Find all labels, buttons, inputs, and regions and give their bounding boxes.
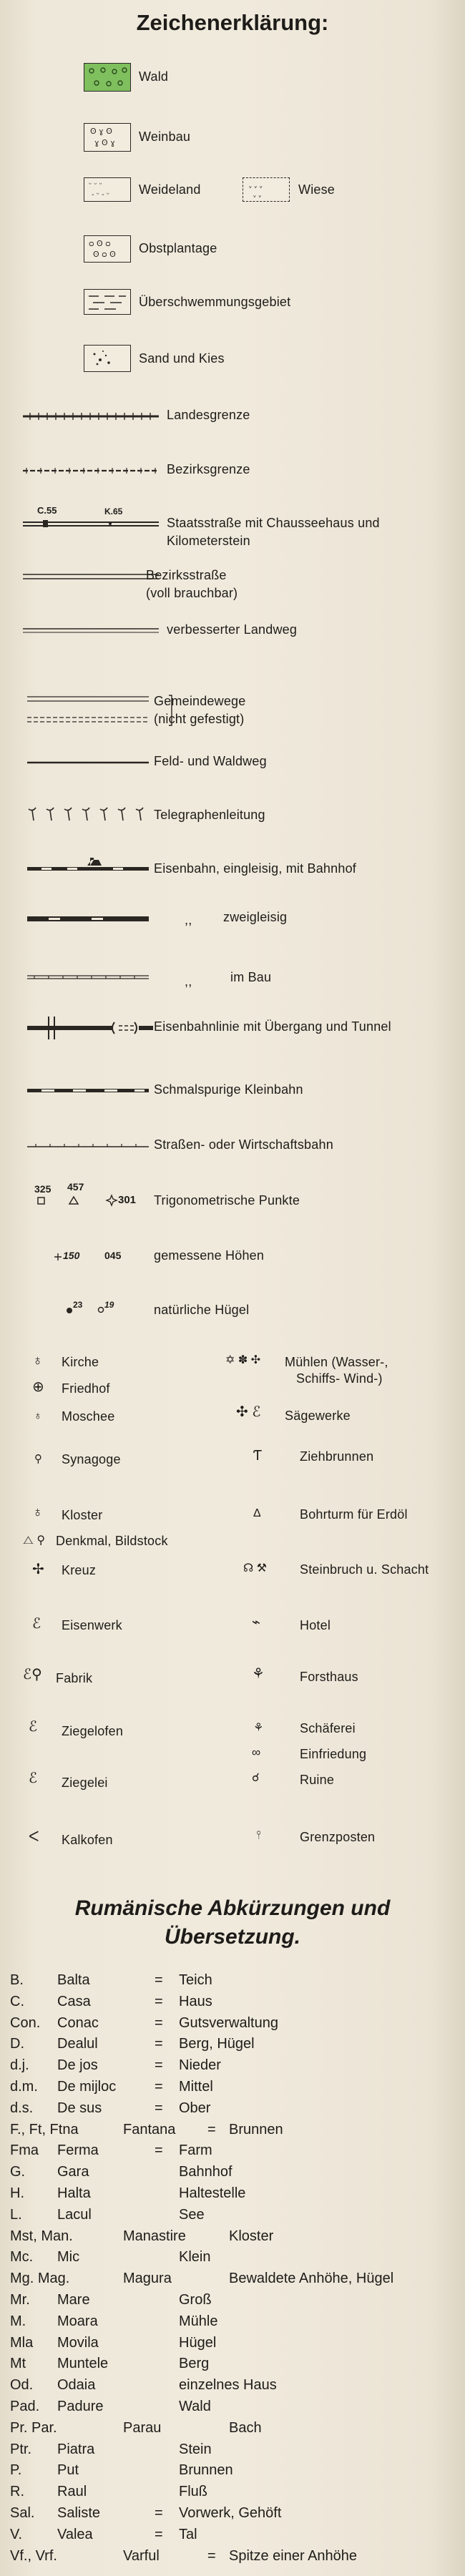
abbreviation-translation: Tal <box>179 2527 197 2542</box>
ziegelei-icon: ℰ <box>29 1771 38 1786</box>
landesgrenze-line-icon <box>23 411 159 421</box>
legend-huegel-label: natürliche Hügel <box>154 1303 250 1317</box>
fabrik-icon: ℰ⚲ <box>23 1667 42 1683</box>
svg-text:ᵥ ᵥ: ᵥ ᵥ <box>253 192 262 200</box>
abbreviation-romanian: Padure <box>57 2399 104 2414</box>
abbreviation-romanian: Casa <box>57 1994 91 2009</box>
abbreviation-translation: Gutsverwaltung <box>179 2015 278 2031</box>
legend-trig-label: Trigonometrische Punkte <box>154 1193 300 1208</box>
abbreviation-translation: Kloster <box>229 2228 274 2244</box>
legend-eisenbahn-zweigleisig-label: zweigleisig <box>223 910 288 924</box>
abbreviation-code: B. <box>10 1972 24 1988</box>
legend-gemeindewege-label-1: Gemeindewege <box>154 694 246 708</box>
abbreviation-romanian: Conac <box>57 2015 99 2031</box>
abbreviation-translation: einzelnes Haus <box>179 2377 277 2393</box>
telegraph-line-icon <box>27 806 149 822</box>
huegel-dot-icon <box>66 1307 73 1314</box>
svg-text:ʘ ᴑ ʘ: ʘ ᴑ ʘ <box>93 250 116 259</box>
huegel-open-icon <box>97 1306 104 1313</box>
abbreviation-equals: = <box>155 2505 163 2521</box>
symbol-schaeferei-label: Schäferei <box>300 1721 356 1735</box>
legend-weinbau-label: Weinbau <box>139 129 191 144</box>
abbreviation-code: F., Ft, Ftna <box>10 2122 79 2137</box>
abbreviation-code: G. <box>10 2164 26 2180</box>
legend-bezirksstrasse-label-1: Bezirksstraße <box>146 568 227 582</box>
staatsstrasse-kilometerstein-mark: K.65 <box>104 506 123 516</box>
symbol-eisenwerk-label: Eisenwerk <box>62 1618 122 1632</box>
abbreviation-romanian: Movila <box>57 2335 99 2351</box>
abbreviation-romanian: Lacul <box>57 2207 92 2223</box>
legend-staatsstrasse-label-2: Kilometerstein <box>167 534 250 548</box>
legend-wirtschaftsbahn-label: Straßen- oder Wirtschaftsbahn <box>154 1137 333 1152</box>
abbreviation-translation: Brunnen <box>229 2122 283 2137</box>
eisenbahn-eingleisig-line-icon <box>27 856 149 874</box>
hoehe-cross-icon <box>54 1253 62 1260</box>
abbreviation-translation: Mittel <box>179 2079 213 2095</box>
moschee-icon: ♁ <box>34 1410 42 1422</box>
symbol-moschee-label: Moschee <box>62 1409 115 1424</box>
bezirksstrasse-line-icon <box>23 572 159 581</box>
symbol-kreuz-label: Kreuz <box>62 1563 97 1577</box>
abbreviation-romanian: Muntele <box>57 2356 109 2371</box>
legend-hoehen-label: gemessene Höhen <box>154 1248 265 1263</box>
symbol-fabrik-label: Fabrik <box>56 1671 93 1685</box>
abbreviation-romanian: Parau <box>123 2420 162 2436</box>
abbreviation-translation: Farm <box>179 2142 212 2158</box>
abbreviation-equals: = <box>155 2100 163 2116</box>
abbreviation-romanian: Mic <box>57 2249 80 2265</box>
abbreviation-translation: Wald <box>179 2399 211 2414</box>
abbreviation-code: V. <box>10 2527 23 2542</box>
symbol-einfriedung-label: Einfriedung <box>300 1747 367 1761</box>
abbreviations-title-line-2: Übersetzung. <box>164 1925 301 1949</box>
abbreviation-translation: Fluß <box>179 2484 207 2499</box>
abbreviation-romanian: Mare <box>57 2292 90 2308</box>
abbreviation-translation: Spitze einer Anhöhe <box>229 2548 358 2564</box>
abbreviation-code: Od. <box>10 2377 34 2393</box>
landweg-line-icon <box>23 627 159 635</box>
abbreviation-romanian: Ferma <box>57 2142 99 2158</box>
bohrturm-icon: Δ <box>253 1507 261 1519</box>
staatsstrasse-chausseehaus-mark: C.55 <box>37 505 57 516</box>
abbreviation-equals: = <box>155 2036 163 2052</box>
abbreviation-romanian: Dealul <box>57 2036 98 2052</box>
trig-square-icon <box>37 1197 46 1205</box>
abbreviation-code: Mg. Mag. <box>10 2271 70 2286</box>
legend-weideland-label: Weideland <box>139 182 201 197</box>
abbreviation-equals: = <box>155 2527 163 2542</box>
legend-landesgrenze-label: Landesgrenze <box>167 408 250 422</box>
abbreviation-romanian: Gara <box>57 2164 89 2180</box>
kreuz-icon: ✢ <box>32 1562 44 1577</box>
abbreviation-translation: Berg <box>179 2356 210 2371</box>
abbreviation-code: Vf., Vrf. <box>10 2548 57 2564</box>
abbreviation-code: Con. <box>10 2015 41 2031</box>
symbol-muehlen-label-1: Mühlen (Wasser-, <box>285 1355 388 1369</box>
kirche-icon: ♁ <box>32 1353 43 1368</box>
abbreviations-title-line-1: Rumänische Abkürzungen und <box>74 1896 391 1920</box>
abbreviation-romanian: Fantana <box>123 2122 176 2137</box>
synagoge-icon: ⚲ <box>34 1453 42 1465</box>
abbreviation-translation: Mühle <box>179 2313 218 2329</box>
abbreviation-romanian: De jos <box>57 2057 98 2073</box>
abbreviation-equals: = <box>155 2079 163 2095</box>
abbreviation-translation: Ober <box>179 2100 211 2116</box>
abbreviation-code: H. <box>10 2185 24 2201</box>
symbol-bohrturm-label: Bohrturm für Erdöl <box>300 1507 408 1522</box>
symbol-kloster-label: Kloster <box>62 1508 103 1522</box>
svg-text:ɣ ʘ ɣ: ɣ ʘ ɣ <box>94 138 115 147</box>
abbreviation-romanian: Moara <box>57 2313 98 2329</box>
wirtschaftsbahn-line-icon <box>27 1142 149 1150</box>
abbreviation-code: Mla <box>10 2335 34 2351</box>
trig-triangle-icon <box>69 1196 79 1205</box>
grenzposten-icon: ⫯ <box>256 1829 261 1841</box>
abbreviation-code: Mt <box>10 2356 26 2371</box>
abbreviation-translation: Bewaldete Anhöhe, Hügel <box>229 2271 394 2286</box>
huegel-number-19: 19 <box>104 1300 114 1310</box>
abbreviation-translation: Klein <box>179 2249 211 2265</box>
obstplantage-pattern-icon <box>84 236 130 262</box>
legend-tunnel-label: Eisenbahnlinie mit Übergang und Tunnel <box>154 1019 391 1034</box>
legend-staatsstrasse-label-1: Staatsstraße mit Chausseehaus und <box>167 516 380 530</box>
abbreviation-romanian: Piatra <box>57 2442 95 2457</box>
abbreviation-romanian: Varful <box>123 2548 160 2564</box>
ziehbrunnen-icon: Ƭ <box>253 1448 263 1464</box>
bezirksgrenze-line-icon <box>23 466 159 476</box>
saegewerke-icon: ✣ ℰ <box>236 1404 261 1420</box>
abbreviation-romanian: Magura <box>123 2271 172 2286</box>
abbreviation-code: d.m. <box>10 2079 38 2095</box>
abbreviation-code: P. <box>10 2462 22 2478</box>
kloster-icon: ♁ <box>32 1504 43 1520</box>
abbreviation-code: C. <box>10 1994 24 2009</box>
abbreviation-equals: = <box>155 2057 163 2073</box>
weinbau-swatch <box>84 123 131 152</box>
abbreviations-title <box>0 1894 465 1951</box>
abbreviation-code: Sal. <box>10 2505 35 2521</box>
abbreviation-romanian: Put <box>57 2462 79 2478</box>
ruine-icon: ☌ <box>252 1772 260 1784</box>
sand-pattern-icon <box>84 346 130 371</box>
hotel-icon: ⌁ <box>252 1615 261 1630</box>
abbreviation-translation: Bach <box>229 2420 262 2436</box>
symbol-kirche-label: Kirche <box>62 1355 99 1369</box>
symbol-muehlen-label-2: Schiffs- Wind-) <box>296 1371 383 1386</box>
legend-wald-label: Wald <box>139 69 169 84</box>
abbreviation-code: R. <box>10 2484 24 2499</box>
eisenbahn-im-bau-line-icon <box>27 974 149 980</box>
page-title: Zeichenerklärung: <box>136 10 329 35</box>
abbreviation-translation: Vorwerk, Gehöft <box>179 2505 282 2521</box>
legend-eisenbahn-im-bau-quote: ,, <box>185 974 192 989</box>
symbol-friedhof-label: Friedhof <box>62 1381 110 1396</box>
obstplantage-swatch <box>84 235 131 263</box>
schaeferei-icon: ⚘ <box>253 1722 264 1734</box>
legend-gemeindewege-label-2: (nicht gefestigt) <box>154 712 245 726</box>
abbreviation-equals: = <box>207 2122 216 2137</box>
kalkofen-icon: ᐸ <box>29 1829 39 1845</box>
denkmal-icon: ⧍ ⚲ <box>23 1534 46 1547</box>
abbreviation-code: L. <box>10 2207 22 2223</box>
svg-text:ᵕ ᵕ ᵕ: ᵕ ᵕ ᵕ <box>89 181 102 189</box>
abbreviation-code: d.s. <box>10 2100 34 2116</box>
ziegelofen-icon: ℰ <box>29 1719 38 1735</box>
kleinbahn-line-icon <box>27 1088 149 1094</box>
weideland-pattern-icon <box>84 178 130 201</box>
abbreviation-code: Mr. <box>10 2292 30 2308</box>
weideland-swatch <box>84 177 131 202</box>
forsthaus-icon: ⚘ <box>252 1666 265 1682</box>
abbreviation-code: Mst, Man. <box>10 2228 73 2244</box>
abbreviation-translation: Berg, Hügel <box>179 2036 255 2052</box>
hoehe-number-150: 150 <box>63 1250 80 1261</box>
abbreviation-translation: Haltestelle <box>179 2185 246 2201</box>
abbreviation-romanian: De mijloc <box>57 2079 117 2095</box>
svg-text:ᴑ ʘ ᴑ: ᴑ ʘ ᴑ <box>89 239 111 248</box>
abbreviation-romanian: Odaia <box>57 2377 96 2393</box>
steinbruch-icon: ☊ ⚒ <box>243 1562 267 1575</box>
tunnel-line-icon <box>27 1014 156 1042</box>
abbreviation-code: d.j. <box>10 2057 29 2073</box>
hoehe-number-045: 045 <box>104 1250 122 1261</box>
abbreviation-translation: Bahnhof <box>179 2164 232 2180</box>
abbreviation-romanian: Valea <box>57 2527 93 2542</box>
wiese-swatch <box>243 177 290 202</box>
abbreviation-code: Pr. Par. <box>10 2420 57 2436</box>
wiese-pattern-icon <box>243 178 289 201</box>
symbol-denkmal-label: Denkmal, Bildstock <box>56 1534 168 1548</box>
abbreviation-code: D. <box>10 2036 24 2052</box>
abbreviation-romanian: De sus <box>57 2100 102 2116</box>
ueberschwemmung-pattern-icon <box>84 290 130 314</box>
wald-swatch <box>84 63 131 92</box>
abbreviation-translation: Teich <box>179 1972 212 1988</box>
abbreviation-equals: = <box>155 2142 163 2158</box>
legend-bezirksgrenze-label: Bezirksgrenze <box>167 462 250 476</box>
abbreviation-translation: Brunnen <box>179 2462 233 2478</box>
legend-feldweg-label: Feld- und Waldweg <box>154 754 267 768</box>
symbol-kalkofen-label: Kalkofen <box>62 1833 113 1847</box>
abbreviation-romanian: Halta <box>57 2185 91 2201</box>
abbreviation-code: Mc. <box>10 2249 34 2265</box>
trig-number-301: 301 <box>118 1194 137 1206</box>
abbreviation-translation: See <box>179 2207 205 2223</box>
legend-telegraph-label: Telegraphenleitung <box>154 808 265 822</box>
legend-eisenbahn-zweigleisig-quote: ,, <box>185 913 192 927</box>
legend-kleinbahn-label: Schmalspurige Kleinbahn <box>154 1082 303 1097</box>
weinbau-pattern-icon <box>84 124 130 151</box>
symbol-ziegelofen-label: Ziegelofen <box>62 1724 124 1738</box>
sand-swatch <box>84 345 131 372</box>
friedhof-icon: ⊕ <box>32 1379 44 1395</box>
symbol-saegewerke-label: Sägewerke <box>285 1409 351 1423</box>
abbreviation-code: Pad. <box>10 2399 40 2414</box>
symbol-synagoge-label: Synagoge <box>62 1452 121 1466</box>
abbreviation-equals: = <box>207 2548 216 2564</box>
symbol-steinbruch-label: Steinbruch u. Schacht <box>300 1562 429 1577</box>
eisenwerk-icon: ℰ <box>32 1616 41 1632</box>
legend-obstplantage-label: Obstplantage <box>139 241 217 255</box>
huegel-number-23: 23 <box>73 1300 83 1310</box>
abbreviation-romanian: Raul <box>57 2484 87 2499</box>
trig-number-457: 457 <box>67 1181 84 1192</box>
feldweg-line-icon <box>27 760 149 765</box>
abbreviation-romanian: Manastire <box>123 2228 186 2244</box>
trig-number-325: 325 <box>34 1183 52 1195</box>
svg-text:- ᵕ - ᵕ: - ᵕ - ᵕ <box>92 191 110 199</box>
abbreviation-equals: = <box>155 1994 163 2009</box>
abbreviation-translation: Stein <box>179 2442 212 2457</box>
abbreviation-romanian: Balta <box>57 1972 90 1988</box>
einfriedung-icon: ∞ <box>252 1745 261 1759</box>
legend-landweg-label: verbesserter Landweg <box>167 622 298 637</box>
trig-star-icon <box>106 1195 117 1206</box>
abbreviation-translation: Groß <box>179 2292 212 2308</box>
svg-text:ʘ ɣ ʘ: ʘ ɣ ʘ <box>90 127 112 136</box>
legend-ueberschwemmung-label: Überschwemmungsgebiet <box>139 295 291 309</box>
legend-bezirksstrasse-label-2: (voll brauchbar) <box>146 586 238 600</box>
symbol-ruine-label: Ruine <box>300 1773 335 1787</box>
abbreviation-romanian: Saliste <box>57 2505 101 2521</box>
symbol-ziegelei-label: Ziegelei <box>62 1776 108 1790</box>
abbreviation-code: Ptr. <box>10 2442 32 2457</box>
legend-eisenbahn-eingleisig-label: Eisenbahn, eingleisig, mit Bahnhof <box>154 861 356 876</box>
abbreviation-code: Fma <box>10 2142 39 2158</box>
svg-text:ᵥ ᵥ ᵥ: ᵥ ᵥ ᵥ <box>249 182 263 190</box>
symbol-forsthaus-label: Forsthaus <box>300 1670 358 1684</box>
abbreviation-translation: Nieder <box>179 2057 221 2073</box>
symbol-ziehbrunnen-label: Ziehbrunnen <box>300 1449 374 1464</box>
legend-eisenbahn-im-bau-label: im Bau <box>230 970 272 984</box>
abbreviation-equals: = <box>155 2015 163 2031</box>
ueberschwemmung-swatch <box>84 289 131 315</box>
muehlen-icon: ✡ ✽ ✣ <box>225 1354 261 1366</box>
eisenbahn-zweigleisig-line-icon <box>27 916 149 922</box>
wald-pattern-icon <box>84 64 130 91</box>
gemeindewege-line-icon <box>27 694 149 727</box>
legend-wiese-label: Wiese <box>298 182 336 197</box>
symbol-hotel-label: Hotel <box>300 1618 331 1632</box>
staatsstrasse-line-icon <box>23 516 159 529</box>
abbreviation-equals: = <box>155 1972 163 1988</box>
symbol-grenzposten-label: Grenzposten <box>300 1830 376 1844</box>
legend-sand-label: Sand und Kies <box>139 351 225 366</box>
abbreviation-translation: Haus <box>179 1994 212 2009</box>
abbreviation-translation: Hügel <box>179 2335 217 2351</box>
abbreviation-code: M. <box>10 2313 26 2329</box>
